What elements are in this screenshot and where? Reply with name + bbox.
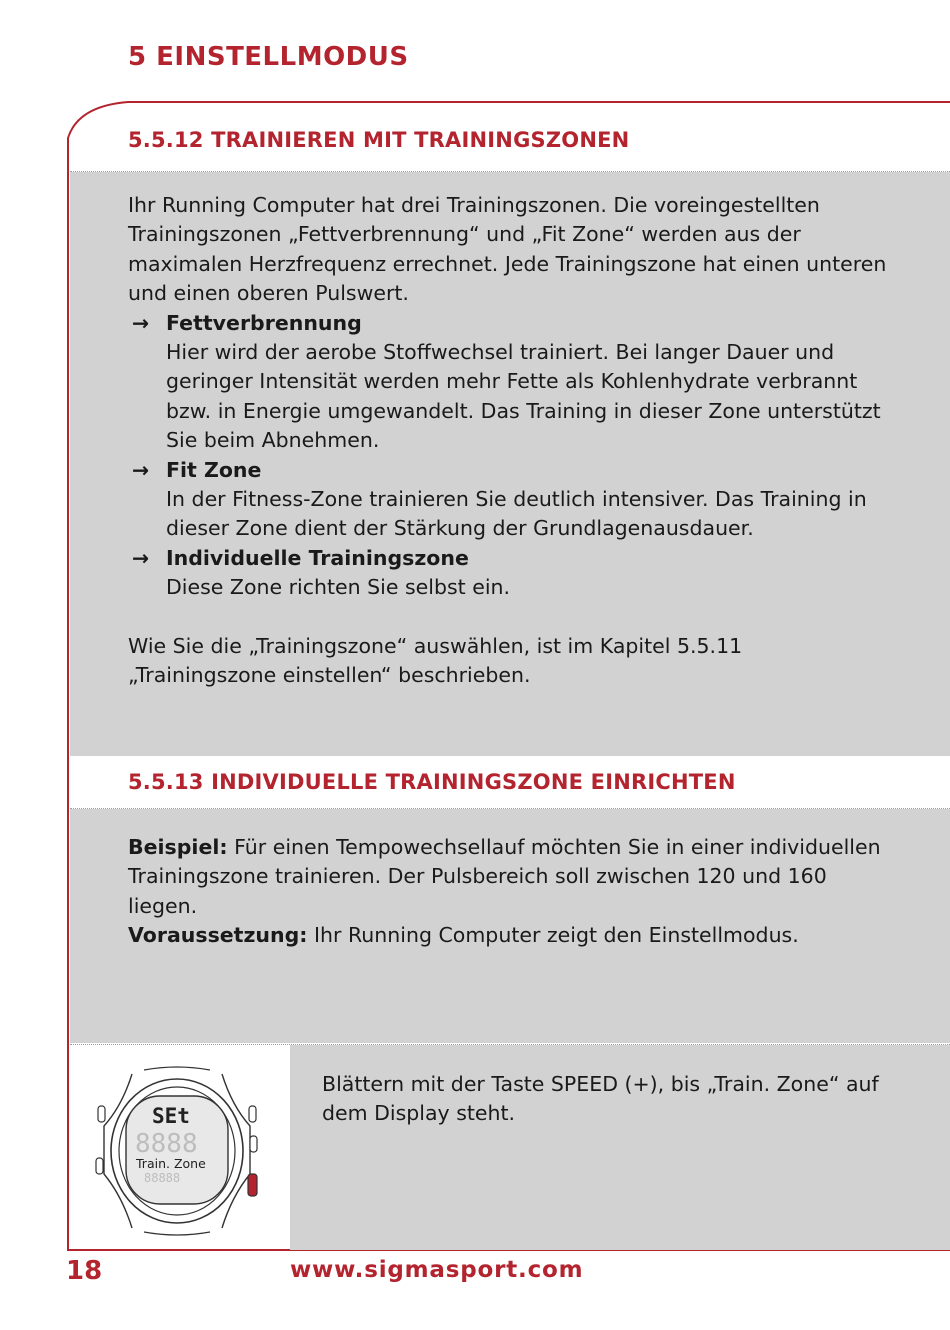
bullet-item	[128, 309, 888, 456]
chapter-title: 5 EINSTELLMODUS	[128, 42, 409, 72]
display-digits: 8888	[135, 1129, 198, 1159]
bullet-title: Fit Zone	[166, 457, 262, 482]
bullet-text: Hier wird der aerobe Stoffwechsel trainiert. Bei langer Dauer und geringer Intensität werden mehr Fette als Kohlenhydrate verbrannt bzw. in Energie umgewandelt. Das Training in dieser Zone unterstützt Sie beim Abnehmen.	[166, 340, 881, 453]
bullet-text: Diese Zone richten Sie selbst ein.	[166, 575, 511, 600]
example-paragraph	[128, 833, 888, 921]
arrow-right-icon: →	[132, 545, 150, 570]
section-heading-5-5-12: 5.5.12 TRAINIEREN MIT TRAININGSZONEN	[128, 128, 630, 152]
website-link[interactable]: www.sigmasport.com	[290, 1257, 584, 1283]
prereq-paragraph	[128, 921, 888, 950]
section1-body	[128, 191, 888, 691]
bullet-title: Fettverbrennung	[166, 310, 362, 335]
page-number: 18	[66, 1256, 103, 1286]
example-text: Für einen Tempowechsellauf möchten Sie in einer individuellen Trainingszone trainieren. Der Pulsbereich soll zwischen 120 und 160 liegen.	[128, 835, 881, 918]
arrow-right-icon: →	[132, 457, 150, 482]
arrow-right-icon: →	[132, 310, 150, 335]
prereq-label: Voraussetzung:	[128, 923, 308, 948]
bullet-title: Individuelle Trainingszone	[166, 545, 469, 570]
example-label: Beispiel:	[128, 835, 228, 859]
step-instruction: Blättern mit der Taste SPEED (+), bis „Train. Zone“ auf dem Display steht.	[322, 1072, 879, 1126]
bullet-item	[128, 544, 888, 603]
display-small-digits: 88888	[144, 1171, 181, 1185]
display-top-text: SEt	[152, 1104, 190, 1128]
bullet-text: In der Fitness-Zone trainieren Sie deutlich intensiver. Das Training in dieser Zone dient der Stärkung der Grundlagenausdauer.	[166, 487, 867, 541]
intro-paragraph: Ihr Running Computer hat drei Trainingszonen. Die voreingestellten Trainingszonen „Fettverbrennung“ und „Fit Zone“ werden aus der maximalen Herzfrequenz errechnet. Jede Trainingszone hat einen unteren und einen oberen Pulswert.	[128, 193, 887, 306]
display-bottom-text: Train. Zone	[136, 1156, 206, 1171]
bullet-item	[128, 456, 888, 544]
section2-body	[128, 833, 888, 951]
prereq-text: Ihr Running Computer zeigt den Einstellmodus.	[307, 923, 799, 948]
watch-display-icon	[92, 1066, 262, 1236]
outro-paragraph: Wie Sie die „Trainingszone“ auswählen, ist im Kapitel 5.5.11 „Trainingszone einstellen“ beschrieben.	[128, 633, 743, 688]
section-heading-5-5-13: 5.5.13 INDIVIDUELLE TRAININGSZONE EINRICHTEN	[128, 770, 736, 794]
